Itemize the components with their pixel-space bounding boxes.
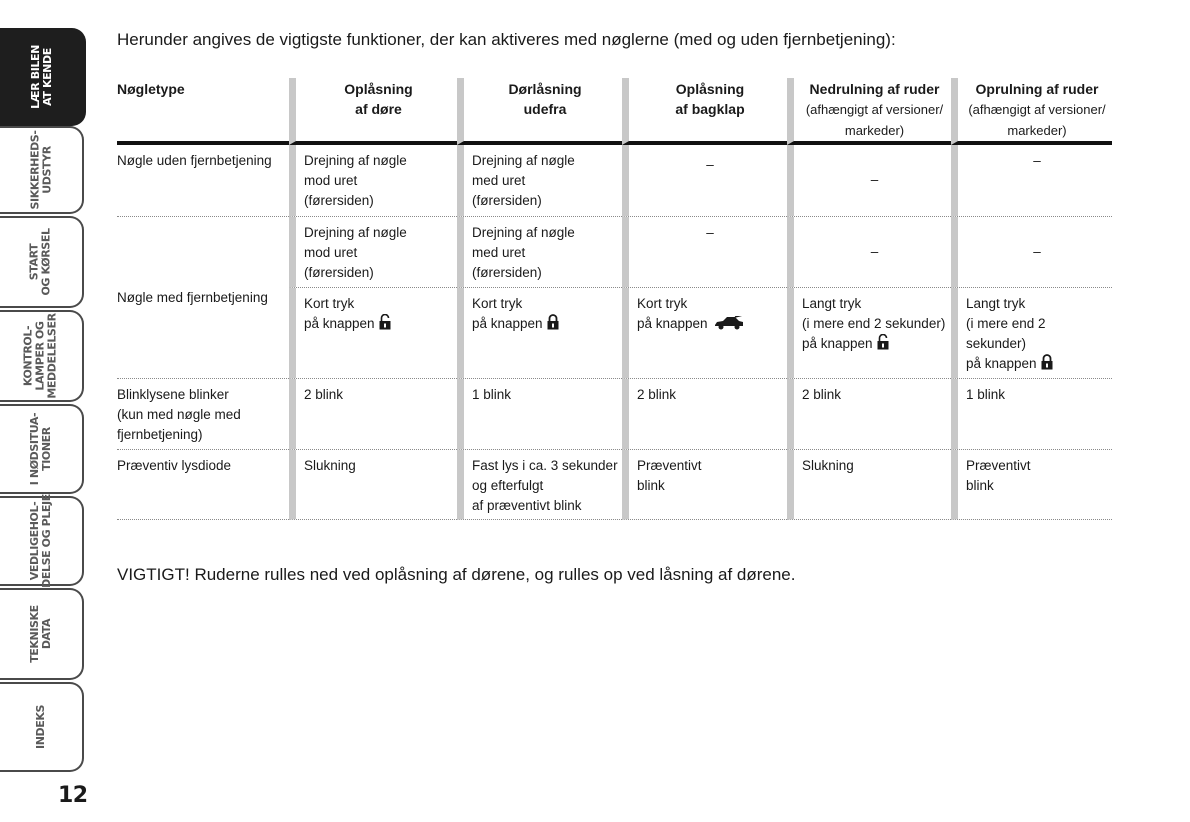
tab-kontrollamper[interactable] <box>0 310 84 402</box>
header-lock-doors: Dørlåsning udefra <box>457 78 622 145</box>
table-cell: 2 blink <box>622 379 787 450</box>
tab-label: LÆR BILEN AT KENDE <box>28 45 54 109</box>
table-cell: Langt tryk (i mere end 2 sekunder) på knappen <box>787 288 951 379</box>
table-cell: Præventivt blink <box>951 450 1112 520</box>
padlock-closed-icon <box>1041 354 1053 376</box>
table-header-row <box>117 78 1112 145</box>
table-cell: Fast lys i ca. 3 sekunder og efterfulgt af præventivt blink <box>457 450 622 520</box>
table-cell: Drejning af nøgle mod uret (førersiden) <box>289 145 457 217</box>
table-cell: – <box>951 217 1112 288</box>
table-cell: Kort tryk på knappen <box>289 288 457 379</box>
tab-vedligeholdelse[interactable] <box>0 496 84 586</box>
page-number: 12 <box>58 783 88 808</box>
table-cell: – <box>622 145 787 217</box>
table-cell: 1 blink <box>457 379 622 450</box>
table-cell: 1 blink <box>951 379 1112 450</box>
tab-start-og-korsel[interactable] <box>0 216 84 308</box>
table-cell: Kort tryk på knappen <box>457 288 622 379</box>
padlock-closed-icon <box>547 314 559 336</box>
header-unlock-tailgate: Oplåsning af bagklap <box>622 78 787 145</box>
tab-indeks[interactable] <box>0 682 84 772</box>
table-cell: – <box>622 217 787 288</box>
table-cell: – <box>787 145 951 217</box>
tab-label: INDEKS <box>34 705 47 749</box>
header-windows-down: Nedrulning af ruder (afhængigt af versioner/ markeder) <box>787 78 951 145</box>
table-cell: – <box>951 145 1112 217</box>
table-cell: Slukning <box>787 450 951 520</box>
tab-sikkerhedsudstyr[interactable] <box>0 126 84 214</box>
padlock-open-icon <box>877 334 889 356</box>
table-cell: – <box>787 217 951 288</box>
row-label: Præventiv lysdiode <box>117 450 289 520</box>
table-cell: 2 blink <box>787 379 951 450</box>
tab-laer-bilen-at-kende[interactable] <box>0 28 86 126</box>
tab-i-nodsituationer[interactable] <box>0 404 84 494</box>
header-windows-up: Oprulning af ruder (afhængigt af versioner/ markeder) <box>951 78 1112 145</box>
row-label: Nøgle uden fjernbetjening <box>117 145 289 217</box>
tab-label: VEDLIGEHOL- DELSE OG PLEJE <box>28 494 54 588</box>
header-key-type: Nøgletype <box>117 78 289 145</box>
tab-label: SIKKERHEDS- UDSTYR <box>28 130 53 210</box>
row-label: Blinklysene blinker (kun med nøgle med fjernbetjening) <box>117 379 289 450</box>
table-cell: Kort tryk på knappen <box>622 288 787 379</box>
table-cell: Drejning af nøgle mod uret (førersiden) <box>289 217 457 288</box>
table-row <box>117 450 1112 520</box>
table-cell: Drejning af nøgle med uret (førersiden) <box>457 217 622 288</box>
table-row <box>117 217 1112 288</box>
table-cell: 2 blink <box>289 379 457 450</box>
important-note: VIGTIGT! Ruderne rulles ned ved oplåsning af dørene, og rulles op ved låsning af dørene. <box>117 565 796 584</box>
table-row <box>117 145 1112 217</box>
key-functions-table <box>117 78 1112 520</box>
tab-label: I NØDSITUA- TIONER <box>28 412 53 486</box>
tab-label: START OG KØRSEL <box>27 228 53 296</box>
tab-label: TEKNISKE DATA <box>27 605 53 663</box>
tab-label: KONTROL- LAMPER OG MEDDELELSER <box>22 313 59 399</box>
intro-text: Herunder angives de vigtigste funktioner, der kan aktiveres med nøglerne (med og uden fjernbetjening): <box>117 30 896 49</box>
table-row <box>117 379 1112 450</box>
car-boot-icon <box>714 316 744 336</box>
tab-tekniske-data[interactable] <box>0 588 84 680</box>
header-unlock-doors: Oplåsning af døre <box>289 78 457 145</box>
row-label: Nøgle med fjernbetjening <box>117 217 289 379</box>
table-cell: Slukning <box>289 450 457 520</box>
table-cell: Drejning af nøgle med uret (førersiden) <box>457 145 622 217</box>
table-cell: Præventivt blink <box>622 450 787 520</box>
table-cell: Langt tryk (i mere end 2 sekunder) på knappen <box>951 288 1112 379</box>
padlock-open-icon <box>379 314 391 336</box>
